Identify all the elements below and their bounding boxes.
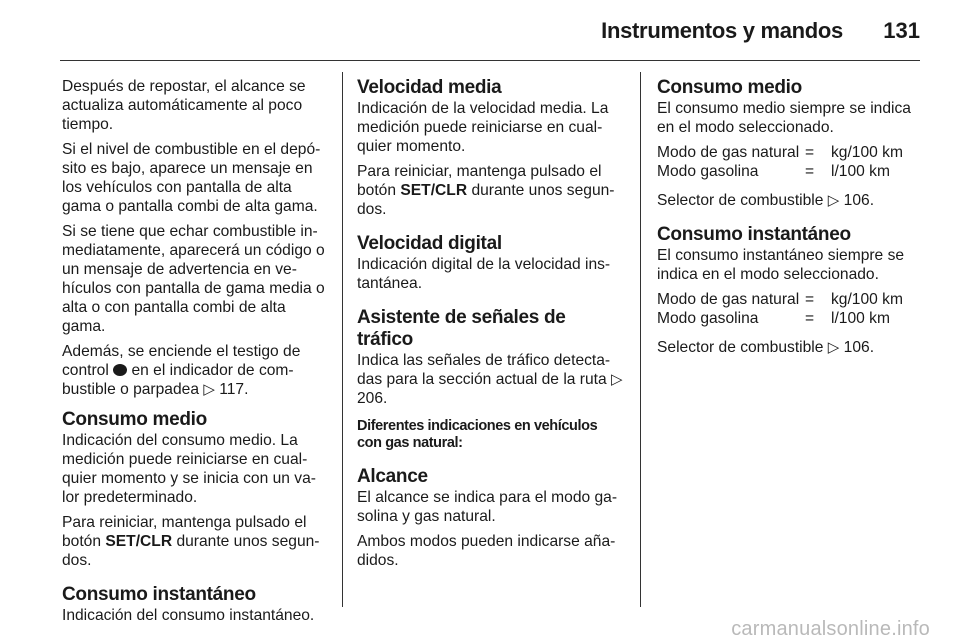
page-reference: 117. bbox=[219, 381, 249, 398]
paragraph: Indicación del consumo instantáneo. bbox=[62, 607, 315, 624]
heading-velocidad-media: Velocidad media bbox=[357, 77, 502, 98]
button-name: SET/CLR bbox=[105, 533, 173, 550]
column-3 bbox=[657, 77, 925, 363]
text: Para reiniciar, mantenga pulsado el botón bbox=[62, 514, 307, 550]
header-divider bbox=[60, 60, 920, 61]
paragraph: Ambos modos pueden indicarse aña-didos. bbox=[357, 533, 616, 569]
reference-arrow-icon: ▷ bbox=[203, 381, 215, 398]
page-header bbox=[0, 0, 960, 62]
paragraph bbox=[62, 513, 330, 570]
paragraph: El consumo instantáneo siempre se indica en el modo seleccionado. bbox=[657, 247, 905, 283]
units-table bbox=[657, 143, 903, 181]
table-row bbox=[657, 143, 903, 162]
text: Además, se enciende el testigo de control bbox=[62, 343, 301, 379]
text: Selector de combustible bbox=[657, 192, 824, 209]
page-reference: 106. bbox=[843, 192, 875, 209]
table-cell-unit: kg/100 km bbox=[831, 144, 903, 161]
heading-consumo-medio: Consumo medio bbox=[62, 409, 207, 430]
text: Selector de combustible bbox=[657, 339, 824, 356]
paragraph bbox=[657, 191, 925, 210]
table-cell-mode: Modo gasolina bbox=[657, 310, 759, 327]
paragraph: Después de repostar, el alcance se actualiza automáticamente al poco tiempo. bbox=[62, 78, 306, 133]
table-row bbox=[657, 162, 903, 181]
table-cell-mode: Modo de gas natural bbox=[657, 144, 800, 161]
heading-asistente-senales: Asistente de señales de tráfico bbox=[357, 307, 566, 350]
table-row bbox=[657, 309, 903, 328]
fuel-warning-light-icon bbox=[113, 364, 127, 376]
page-number: 131 bbox=[883, 18, 920, 43]
page-reference: 206. bbox=[357, 390, 388, 407]
table-cell-equals: = bbox=[805, 144, 815, 161]
table-cell-equals: = bbox=[805, 310, 815, 327]
table-cell-equals: = bbox=[805, 163, 815, 180]
table-cell-unit: l/100 km bbox=[831, 163, 890, 180]
column-1 bbox=[62, 77, 330, 631]
paragraph bbox=[357, 351, 625, 408]
table-cell-equals: = bbox=[805, 291, 815, 308]
paragraph: Indicación del consumo medio. La medición puede reiniciarse en cual-quier momento y se inicia con un va-lor predeterminado. bbox=[62, 432, 316, 506]
heading-consumo-instantaneo: Consumo instantáneo bbox=[62, 584, 256, 605]
column-divider-2 bbox=[640, 72, 641, 607]
text: durante unos segun-dos. bbox=[62, 533, 320, 569]
reference-arrow-icon: ▷ bbox=[827, 339, 840, 356]
heading-alcance: Alcance bbox=[357, 466, 428, 487]
column-2 bbox=[357, 77, 625, 576]
paragraph bbox=[657, 338, 925, 357]
units-table bbox=[657, 290, 903, 328]
reference-arrow-icon: ▷ bbox=[611, 371, 623, 388]
text: en el indicador de com-bustible o parpadea bbox=[62, 362, 294, 398]
paragraph: El alcance se indica para el modo ga-solina y gas natural. bbox=[357, 489, 618, 525]
table-cell-mode: Modo de gas natural bbox=[657, 291, 800, 308]
heading-consumo-medio: Consumo medio bbox=[657, 77, 802, 98]
table-cell-unit: l/100 km bbox=[831, 310, 890, 327]
watermark: carmanualsonline.info bbox=[731, 618, 930, 640]
paragraph: Si se tiene que echar combustible in-mediatamente, aparecerá un código o un mensaje de advertencia en ve-hículos con pantalla de gama media o alta o con pantalla combi de alta gama. bbox=[62, 223, 325, 335]
heading-consumo-instantaneo: Consumo instantáneo bbox=[657, 224, 851, 245]
table-cell-unit: kg/100 km bbox=[831, 291, 903, 308]
heading-velocidad-digital: Velocidad digital bbox=[357, 233, 502, 254]
text: Indica las señales de tráfico detecta-das para la sección actual de la ruta bbox=[357, 352, 611, 388]
table-row bbox=[657, 290, 903, 309]
text: durante unos segun-dos. bbox=[357, 182, 615, 218]
section-title: Instrumentos y mandos bbox=[601, 18, 843, 43]
paragraph: Indicación de la velocidad media. La medición puede reiniciarse en cual-quier momento. bbox=[357, 100, 609, 155]
paragraph bbox=[357, 162, 625, 219]
text: Para reiniciar, mantenga pulsado el botón bbox=[357, 163, 602, 199]
paragraph: Si el nivel de combustible en el depó-sito es bajo, aparece un mensaje en los vehículos con pantalla de alta gama o pantalla combi de alta gama. bbox=[62, 141, 321, 215]
subheading-gas-natural: Diferentes indicaciones en vehículos con gas natural: bbox=[357, 418, 598, 451]
table-cell-mode: Modo gasolina bbox=[657, 163, 759, 180]
column-divider-1 bbox=[342, 72, 343, 607]
page-reference: 106. bbox=[843, 339, 875, 356]
paragraph bbox=[62, 342, 330, 399]
button-name: SET/CLR bbox=[400, 182, 468, 199]
paragraph: El consumo medio siempre se indica en el modo seleccionado. bbox=[657, 100, 911, 136]
paragraph: Indicación digital de la velocidad ins-tantánea. bbox=[357, 256, 611, 292]
reference-arrow-icon: ▷ bbox=[827, 192, 840, 209]
